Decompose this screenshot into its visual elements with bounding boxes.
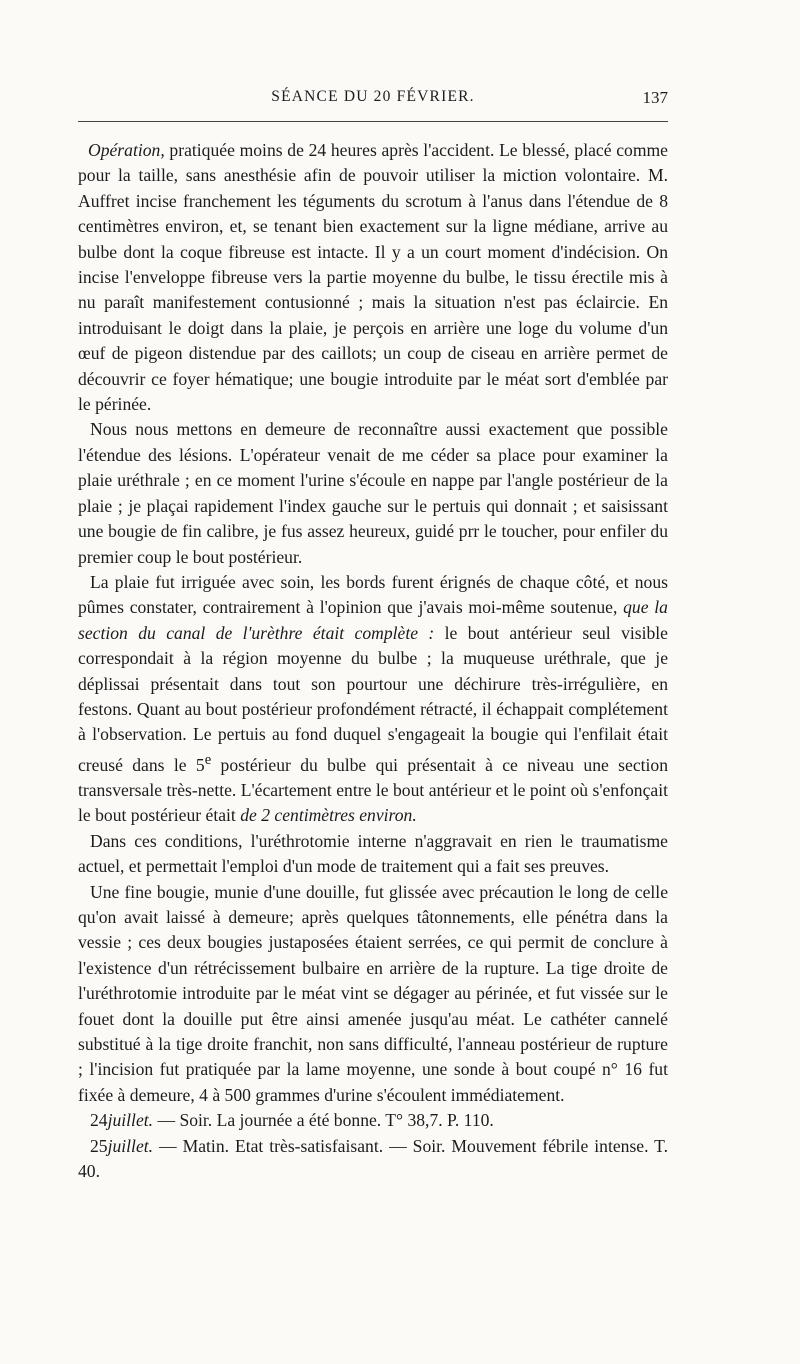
emphasis-text: que la section du canal de l'urèthre était complète : xyxy=(78,597,668,643)
paragraph-text: La plaie fut irriguée avec soin, les bords furent érignés de chaque côté, et nous pûmes constater, contrairement à l'opinion que j'avais moi-même soutenue, xyxy=(78,571,668,618)
paragraph-july-25 xyxy=(78,1134,668,1185)
date-month: juillet. xyxy=(107,1135,154,1156)
paragraph-irrigation xyxy=(78,570,668,829)
header-rule xyxy=(78,121,668,122)
paragraph-lesions xyxy=(78,417,668,569)
paragraph-conditions xyxy=(78,829,668,880)
running-head-title: SÉANCE DU 20 FÉVRIER. xyxy=(271,88,475,105)
paragraph-text: Dans ces conditions, l'uréthrotomie interne n'aggravait en rien le traumatisme actuel, et permettait l'emploi d'un mode de traitement qui a fait ses preuves. xyxy=(78,830,668,877)
paragraph-text: le bout antérieur seul visible correspondait à la région moyenne du bulbe ; la muqueuse uréthrale, que je déplissai présentait dans tout son pourtour une déchirure très-irrégulière, en festons. Quant au bout postérieur profondément rétracté, il échappait complétement à l'observation. Le pertuis au fond duquel s'engageait la bougie qui l'enfilait était creusé dans le 5 xyxy=(78,622,668,775)
paragraph-text: postérieur du bulbe qui présentait à ce niveau une section transversale très-nette. L'écartement entre le bout antérieur et le point où s'enfonçait le bout postérieur était xyxy=(78,754,669,826)
paragraph-july-24 xyxy=(78,1108,668,1133)
paragraph-operation xyxy=(78,138,668,417)
paragraph-text: — Soir. La journée a été bonne. T° 38,7. P. 110. xyxy=(153,1110,494,1131)
page-number: 137 xyxy=(642,88,668,107)
running-head xyxy=(78,88,668,114)
paragraph-text: — Matin. Etat très-satisfaisant. — Soir. Mouvement fébrile intense. T. 40. xyxy=(78,1135,668,1182)
body-text xyxy=(78,138,668,1185)
paragraph-bougie xyxy=(78,880,668,1109)
date-number: 24 xyxy=(90,1110,108,1131)
superscript: e xyxy=(204,751,212,768)
paragraph-text: Une fine bougie, munie d'une douille, fut glissée avec précaution le long de celle qu'on avait laissé à demeure; après quelques tâtonnements, elle pénétra dans la vessie ; ces deux bougies justaposées étaient serrées, ce qui permit de conclure à l'existence d'un rétrécissement bulbaire en arrière de la rupture. La tige droite de l'uréthrotomie introduite par le méat vint se dégager au périnée, et fut vissée sur le fouet dont la douille put être ainsi amenée jusqu'au méat. Le cathéter cannelé substitué à la tige droite franchit, non sans difficulté, l'anneau postérieur de rupture ; l'incision fut pratiquée par la lame moyenne, une sonde à bout coupé n° 16 fut fixée à demeure, 4 à 500 grammes d'urine s'écoulent immédiatement. xyxy=(78,881,668,1105)
paragraph-text: Nous nous mettons en demeure de reconnaître aussi exactement que possible l'étendue des lésions. L'opérateur venait de me céder sa place pour examiner la plaie uréthrale ; en ce moment l'urine s'écoule en nappe par l'angle postérieur de la plaie ; je plaçai rapidement l'index gauche sur le pertuis qui donnait ; et saisissant une bougie de fin calibre, je fus assez heureux, guidé prr le toucher, pour enfiler du premier coup le bout postérieur. xyxy=(78,419,668,567)
paragraph-text: pratiquée moins de 24 heures après l'accident. Le blessé, placé comme pour la taille, sans anesthésie afin de pouvoir utiliser la miction volontaire. M. Auffret incise franchement les téguments du scrotum à l'anus dans l'étendue de 8 centimètres environ, et, se tenant bien exactement sur la ligne médiane, arrive au bulbe dont la coque fibreuse est intacte. Il y a un court moment d'indécision. On incise l'enveloppe fibreuse vers la partie moyenne du bulbe, le tissu érectile mis à nu paraît manifestement contusionné ; mais la situation n'est pas éclaircie. En introduisant le doigt dans la plaie, je perçois en arrière une loge du volume d'un œuf de pigeon distendue par des caillots; un coup de ciseau en arrière permet de découvrir ce foyer hématique; une bougie introduite par le méat sort d'emblée par le périnée. xyxy=(78,140,668,415)
emphasis-text: de 2 centimètres environ. xyxy=(240,805,417,826)
paragraph-lead: Opération, xyxy=(88,140,165,160)
date-number: 25 xyxy=(90,1135,108,1156)
date-month: juillet. xyxy=(107,1110,154,1131)
